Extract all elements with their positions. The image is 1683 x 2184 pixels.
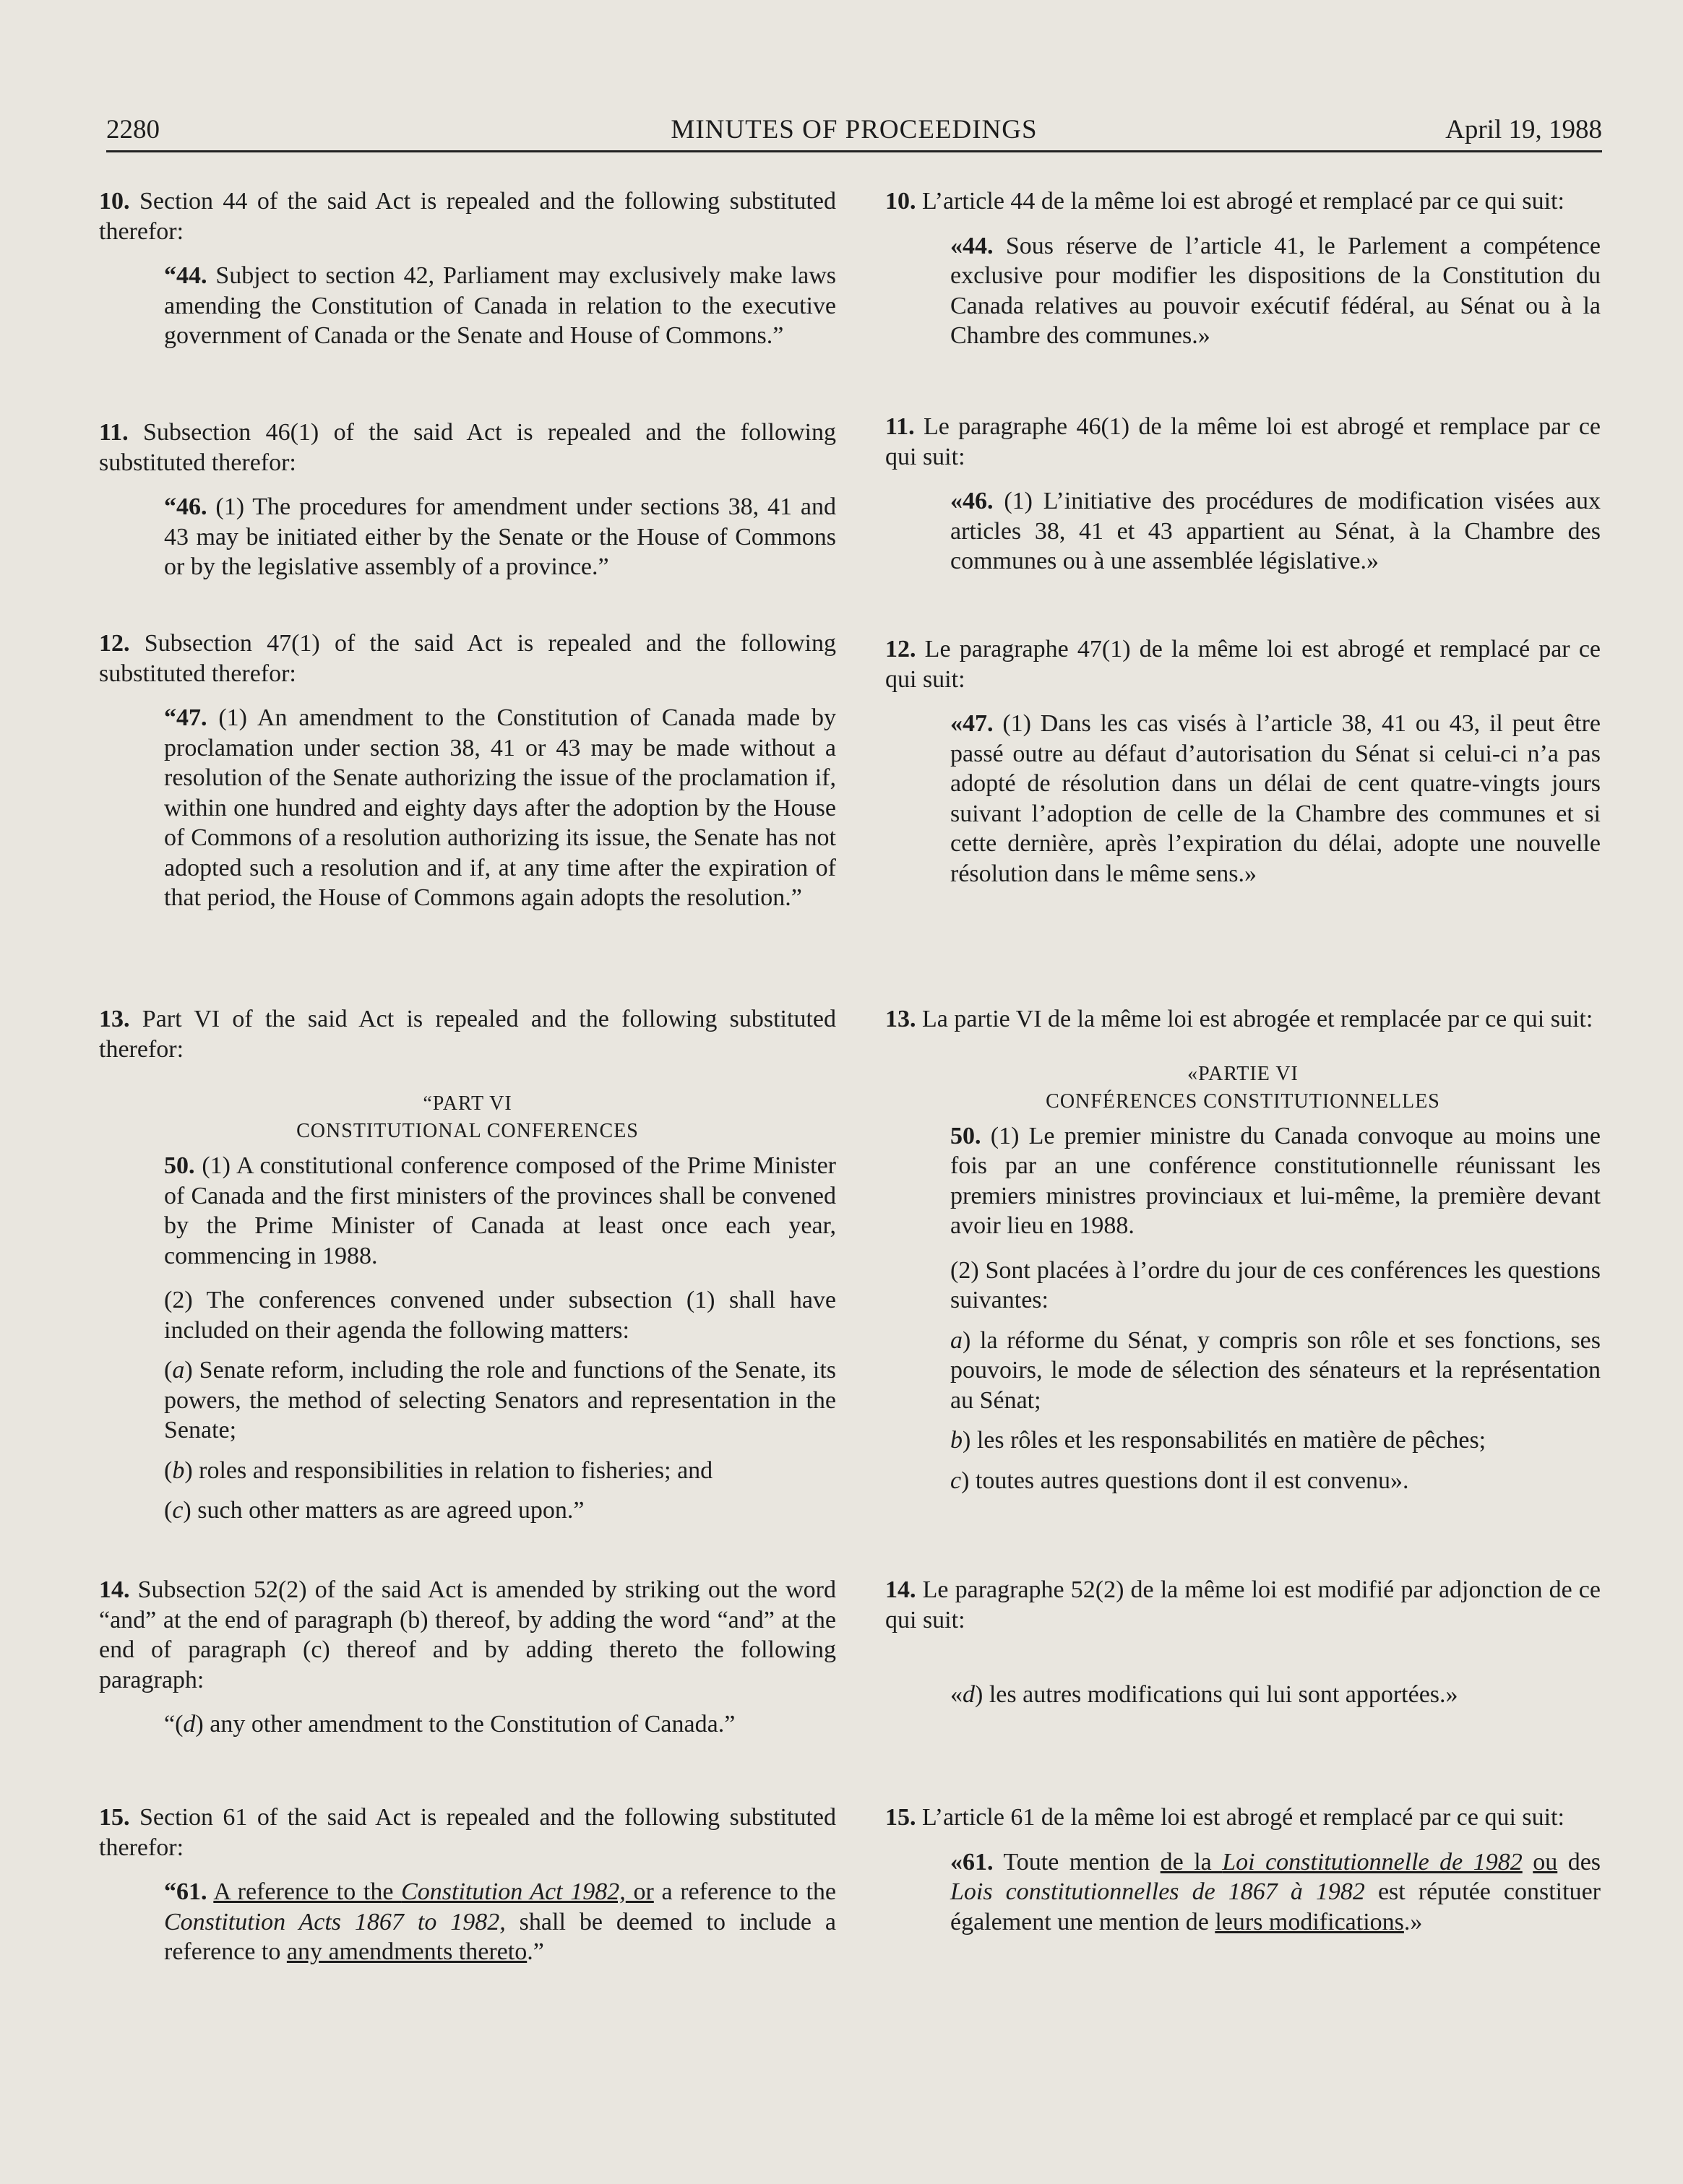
en-section-11 — [99, 418, 836, 582]
page-date: April 19, 1988 — [1445, 115, 1602, 144]
fr-s10-number: 10. — [885, 188, 916, 215]
en-section-13: 13. Part VI of the said Act is repealed and the following substituted therefor: “PART VI CONSTITUTIONAL CONFERENCES 50. (1) A constitutional conference composed of the Prime Minister of Canada and the first ministers of the provinces shall be convened by the Prime Minister of Canada at least once each year, commencing in 1988. (2) The conferences convened under subsection (1) shall have included on their agenda the following matters: (a) Senate reform, including the role and functions of the Senate, its powers, the method of selecting Senators and representation in the Senate; (b) roles and responsibilities in relation to fisheries; and (c) such other matters as are agreed upon.” — [99, 1006, 836, 1524]
en-s50-2-text: (2) The conferences convened under subsection (1) shall have included on their agenda the following matters: — [164, 1287, 836, 1344]
en-s15-intro: Section 61 of the said Act is repealed and the following substituted therefor: — [99, 1804, 836, 1861]
en-s11-quote: (1) The procedures for amendment under sections 38, 41 and 43 may be initiated either by the Senate or the House of Commons or by the legislative assembly of a province.” — [164, 493, 836, 580]
page-header — [106, 114, 1602, 150]
fr-para-a: la réforme du Sénat, y compris son rôle et ses fonctions, ses pouvoirs, le mode de sélection des sénateurs et la représentation au Sénat; — [950, 1326, 1601, 1414]
en-para-d: any other amendment to the Constitution of Canada.” — [203, 1711, 736, 1738]
page-title: MINUTES OF PROCEEDINGS — [671, 115, 1038, 144]
fr-part-heading: «PARTIE VI — [1187, 1062, 1299, 1085]
en-s15-italic-1: Constitution Act 1982, — [401, 1878, 626, 1905]
en-s15-text-3: .” — [527, 1938, 544, 1965]
en-s15-underlined-3: any amendments thereto — [286, 1938, 528, 1965]
en-s10-number: 10. — [99, 188, 130, 215]
fr-s12-intro: Le paragraphe 47(1) de la même loi est abrogé et remplacé par ce qui suit: — [885, 636, 1601, 693]
en-section-15 — [99, 1803, 836, 1967]
en-s12-intro: Subsection 47(1) of the said Act is repealed and the following substituted therefor: — [99, 630, 836, 687]
fr-s13-number: 13. — [885, 1006, 916, 1032]
en-s10-quote-number: “44. — [164, 262, 207, 289]
page-number: 2280 — [106, 115, 160, 144]
en-section-10 — [99, 186, 836, 351]
en-para-d-label: d — [183, 1711, 196, 1738]
en-s15-text-2: shall be deemed to include a reference to — [164, 1908, 836, 1965]
en-s11-number: 11. — [99, 419, 129, 446]
fr-s11-number: 11. — [885, 413, 915, 440]
en-s13-number: 13. — [99, 1006, 130, 1032]
fr-s15-intro: L’article 61 de la même loi est abrogé et remplacé par ce qui suit: — [916, 1804, 1564, 1831]
fr-section-10 — [885, 186, 1601, 351]
fr-section-14: 14. Le paragraphe 52(2) de la même loi est modifié par adjonction de ce qui suit: «d) les autres modifications qui lui sont apportées.» — [885, 1576, 1601, 1708]
fr-section-12 — [885, 634, 1601, 889]
fr-s14-number: 14. — [885, 1576, 916, 1603]
en-s15-underlined-2: or — [625, 1878, 654, 1905]
fr-para-d-label: d — [963, 1681, 975, 1708]
header-rule — [106, 150, 1602, 152]
fr-s15-italic-2: Lois constitutionnelles de 1867 à 1982 — [950, 1878, 1365, 1905]
en-para-b: roles and responsibilities in relation to fisheries; and — [192, 1456, 713, 1484]
en-s11-intro: Subsection 46(1) of the said Act is repealed and the following substituted therefor: — [99, 419, 836, 476]
fr-s10-quote-number: «44. — [950, 232, 994, 259]
en-part-title: CONSTITUTIONAL CONFERENCES — [296, 1120, 639, 1142]
fr-s14-intro: Le paragraphe 52(2) de la même loi est modifié par adjonction de ce qui suit: — [885, 1576, 1601, 1633]
en-part-heading: “PART VI — [423, 1092, 512, 1115]
en-s12-quote-number: “47. — [164, 704, 207, 731]
en-s14-number: 14. — [99, 1576, 130, 1603]
fr-s13-intro: La partie VI de la même loi est abrogée et remplacée par ce qui suit: — [916, 1006, 1593, 1032]
fr-s15-underlined-1: de la — [1160, 1848, 1223, 1876]
fr-s10-intro: L’article 44 de la même loi est abrogé et remplacé par ce qui suit: — [916, 188, 1564, 215]
fr-section-13: 13. La partie VI de la même loi est abrogée et remplacée par ce qui suit: «PARTIE VI CONFÉRENCES CONSTITUTIONNELLES 50. (1) Le premier ministre du Canada convoque au moins une fois par an une conférence constitutionnelle réunissant les premiers ministres provinciaux et lui-même, la première devant avoir lieu en 1988. (2) Sont placées à l’ordre du jour de ces conférences les questions suivantes: a) la réforme du Sénat, y compris son rôle et ses fonctions, ses pouvoirs, le mode de sélection des sénateurs et la représentation au Sénat; b) les rôles et les responsabilités en matière de pêches; c) toutes autres questions dont il est convenu». — [885, 1006, 1601, 1494]
en-s15-quote-number: “61. — [164, 1878, 207, 1905]
en-s15-underlined-1: A reference to the — [213, 1878, 402, 1905]
fr-s15-text-0: Toute mention — [993, 1848, 1161, 1876]
en-s15-italic-2: Constitution Acts 1867 to 1982, — [164, 1908, 506, 1935]
fr-s15-underlined-3: leurs modifications — [1215, 1908, 1404, 1935]
en-s13-intro: Part VI of the said Act is repealed and the following substituted therefor: — [99, 1006, 836, 1063]
fr-s12-quote-number: «47. — [950, 710, 994, 737]
fr-section-11 — [885, 412, 1601, 577]
fr-para-b: les rôles et les responsabilités en matière de pêches; — [970, 1427, 1486, 1454]
fr-s11-quote-number: «46. — [950, 488, 994, 514]
en-para-c-label: c — [172, 1497, 184, 1524]
fr-s50-text: (1) Le premier ministre du Canada convoque au moins une fois par an une conférence constitutionnelle réunissant les premiers ministres provinciaux et lui-même, la première devant avoir lieu en 1988. — [950, 1122, 1601, 1239]
fr-para-b-label: b — [950, 1427, 963, 1454]
en-section-12 — [99, 629, 836, 913]
fr-s15-number: 15. — [885, 1804, 916, 1831]
fr-s12-number: 12. — [885, 636, 916, 662]
en-s15-text-1: a reference to the — [653, 1878, 836, 1905]
en-s15-number: 15. — [99, 1804, 130, 1831]
fr-para-c-label: c — [950, 1467, 962, 1494]
fr-para-c: toutes autres questions dont il est convenu». — [969, 1467, 1409, 1494]
fr-s11-quote: (1) L’initiative des procédures de modification visées aux articles 38, 41 et 43 appartient au Sénat, à la Chambre des communes ou à une assemblée législative.» — [950, 488, 1601, 574]
en-s11-quote-number: “46. — [164, 493, 207, 520]
fr-s15-text-3: .» — [1403, 1908, 1423, 1935]
fr-s15-underlined-2: ou — [1533, 1848, 1558, 1876]
en-s12-number: 12. — [99, 630, 130, 657]
fr-s15-text-1: des — [1557, 1848, 1601, 1876]
en-para-c: such other matters as are agreed upon.” — [191, 1497, 585, 1524]
en-s14-intro: Subsection 52(2) of the said Act is amended by striking out the word “and” at the end of paragraph (b) thereof, by adding the word “and” at the end of paragraph (c) thereof and by adding thereto the following paragraph: — [99, 1576, 836, 1693]
fr-para-a-label: a — [950, 1326, 963, 1354]
en-para-a: Senate reform, including the role and functions of the Senate, its powers, the method of selecting Senators and representation in the Senate; — [164, 1357, 836, 1443]
fr-section-15 — [885, 1803, 1601, 1937]
en-s50-text: (1) A constitutional conference composed of the Prime Minister of Canada and the first ministers of the provinces shall be convened by the Prime Minister of Canada at least once each year, commencing in 1988. — [164, 1152, 836, 1269]
en-s50-number: 50. — [164, 1152, 195, 1179]
fr-para-d: les autres modifications qui lui sont apportées.» — [983, 1681, 1458, 1708]
fr-s15-italic-1: Loi constitutionnelle de 1982 — [1222, 1848, 1523, 1876]
fr-s50-number: 50. — [950, 1122, 981, 1149]
fr-s10-quote: Sous réserve de l’article 41, le Parlement a compétence exclusive pour modifier les dispositions de la Constitution du Canada relatives au pouvoir exécutif fédéral, au Sénat ou à la Chambre des communes.» — [950, 232, 1601, 349]
en-section-14: 14. Subsection 52(2) of the said Act is amended by striking out the word “and” at the end of paragraph (b) thereof, by adding the word “and” at the end of paragraph (c) thereof and by adding thereto the following paragraph: “(d) any other amendment to the Constitution of Canada.” — [99, 1576, 836, 1738]
fr-s50-2-text: (2) Sont placées à l’ordre du jour de ces conférences les questions suivantes: — [950, 1256, 1601, 1313]
en-s10-quote: Subject to section 42, Parliament may exclusively make laws amending the Constitution of Canada in relation to the executive government of Canada or the Senate and House of Commons.” — [164, 262, 836, 349]
en-para-a-label: a — [172, 1357, 185, 1384]
fr-part-title: CONFÉRENCES CONSTITUTIONNELLES — [1046, 1089, 1440, 1113]
fr-s15-quote-number: «61. — [950, 1848, 994, 1876]
fr-s15-text-2: est réputée constituer également une mention de — [950, 1878, 1601, 1935]
en-s12-quote: (1) An amendment to the Constitution of Canada made by proclamation under section 38, 41 or 43 may be made without a resolution of the Senate authorizing the issue of the proclamation if, within one hundred and eighty days after the adoption by the House of Commons of a resolution authorizing its issue, the Senate has not adopted such a resolution and if, at any time after the expiration of that period, the House of Commons again adopts the resolution.” — [164, 704, 836, 911]
en-s10-intro: Section 44 of the said Act is repealed and the following substituted therefor: — [99, 188, 836, 245]
en-para-b-label: b — [172, 1456, 185, 1484]
fr-s12-quote: (1) Dans les cas visés à l’article 38, 41 ou 43, il peut être passé outre au défaut d’autorisation du Sénat si celui-ci n’a pas adopté de résolution dans un délai de cent quatre-vingts jours suivant l’adoption de celle de la Chambre des communes et si cette dernière, après l’expiration du délai, adopte une nouvelle résolution dans le même sens.» — [950, 710, 1601, 887]
fr-s11-intro: Le paragraphe 46(1) de la même loi est abrogé et remplace par ce qui suit: — [885, 413, 1601, 470]
